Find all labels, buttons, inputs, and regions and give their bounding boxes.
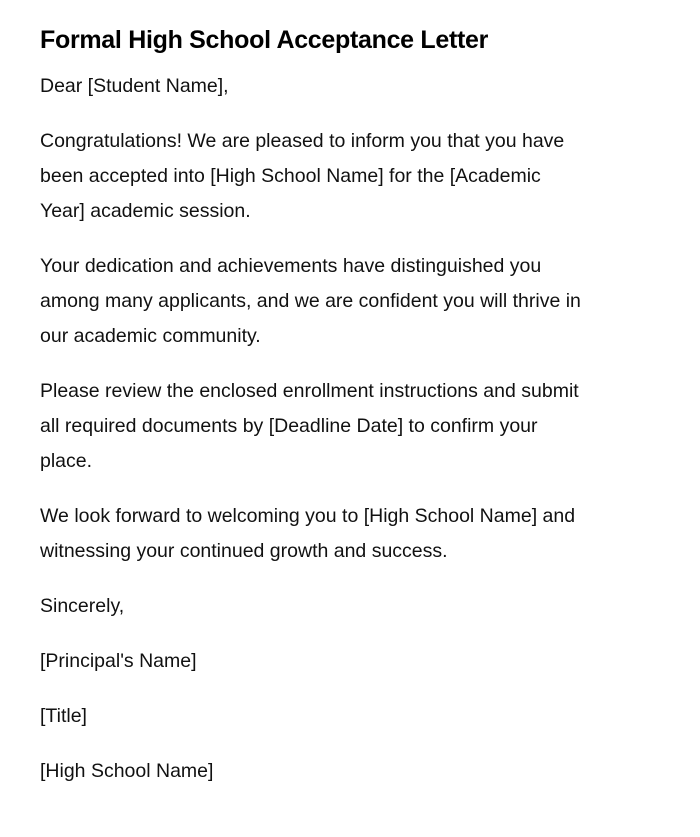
instructions-paragraph	[40, 374, 660, 479]
text-line: witnessing your continued growth and success.	[40, 540, 448, 562]
text-line: Congratulations! We are pleased to inform you that you have	[40, 130, 565, 152]
text-line: among many applicants, and we are confident you will thrive in	[40, 290, 581, 312]
text-line: place.	[40, 450, 93, 472]
text-line: [High School Name]	[40, 760, 214, 782]
text-line: We look forward to welcoming you to [High School Name] and	[40, 505, 576, 527]
letter-document	[40, 23, 660, 809]
text-line: Your dedication and achievements have distinguished you	[40, 255, 542, 277]
text-line: Sincerely,	[40, 595, 125, 617]
text-line: Please review the enclosed enrollment instructions and submit	[40, 380, 579, 402]
principal-name	[40, 644, 660, 679]
text-line: all required documents by [Deadline Date] to confirm your	[40, 415, 538, 437]
text-line: [Principal's Name]	[40, 650, 197, 672]
letter-title: Formal High School Acceptance Letter	[40, 26, 489, 54]
principal-title	[40, 699, 660, 734]
text-line: Dear [Student Name],	[40, 75, 229, 97]
school-name	[40, 754, 660, 789]
text-line: [Title]	[40, 705, 87, 727]
achievements-paragraph	[40, 249, 660, 354]
text-line: been accepted into [High School Name] for the [Academic	[40, 165, 541, 187]
sign-off	[40, 589, 660, 624]
letter-body	[40, 69, 660, 789]
congratulations-paragraph	[40, 124, 660, 229]
text-line: Year] academic session.	[40, 200, 251, 222]
closing-paragraph	[40, 499, 660, 569]
salutation	[40, 69, 660, 104]
text-line: our academic community.	[40, 325, 261, 347]
